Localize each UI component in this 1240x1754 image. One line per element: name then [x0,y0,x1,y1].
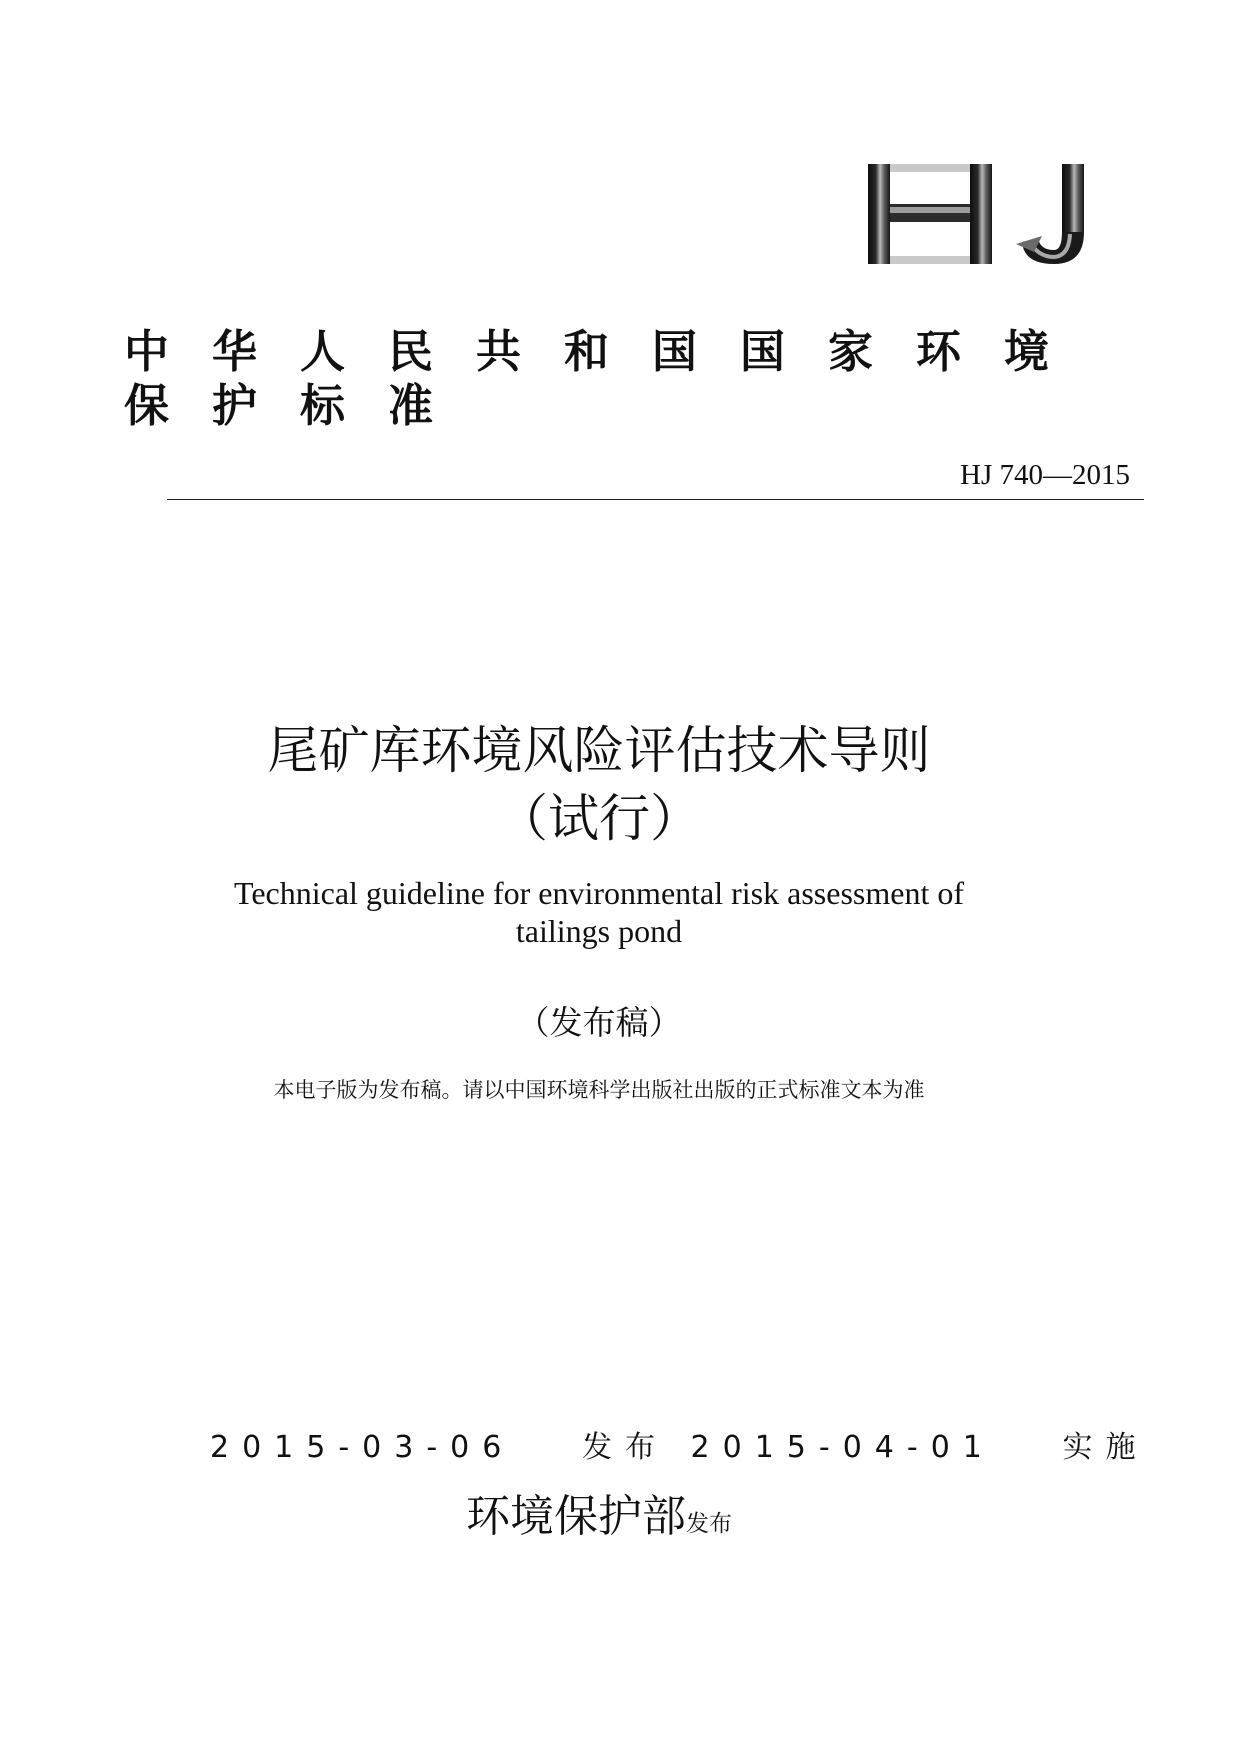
title-en-line-2: tailings pond [515,913,683,949]
issue-label: 发布 [581,1430,668,1465]
logo-letter-h [868,164,992,264]
authority-line-1: 中华人民共和国国家环境保 [124,325,1093,432]
publisher-organization: 环境保护部 [466,1491,686,1542]
title-english [0,874,1219,950]
authority-line-2: 护标准 [212,379,477,432]
publisher-suffix: 发布 [686,1511,732,1537]
title-zh-line-2: （试行） [496,790,701,849]
electronic-version-notice: 本电子版为发布稿。请以中国环境科学出版社出版的正式标准文本为准 [273,1078,925,1102]
publisher [0,1487,1219,1554]
title-zh-line-1: 尾矿库环境风险评估技术导则 [267,722,931,781]
hj-logo [866,160,1096,268]
effective-date: 2015-04-01 [690,1430,995,1465]
title-chinese [0,718,1219,854]
issue-date: 2015-03-06 [210,1430,515,1465]
standard-number: HJ 740—2015 [960,459,1130,491]
logo-letter-j [1016,164,1084,264]
issuing-authority [124,325,1174,433]
header-divider [167,499,1144,500]
title-en-line-1: Technical guideline for environmental risk assessment of [234,875,964,911]
dates-line [210,1428,1148,1468]
draft-label: （发布稿） [516,1003,682,1042]
effective-label: 实施 [1062,1430,1149,1465]
